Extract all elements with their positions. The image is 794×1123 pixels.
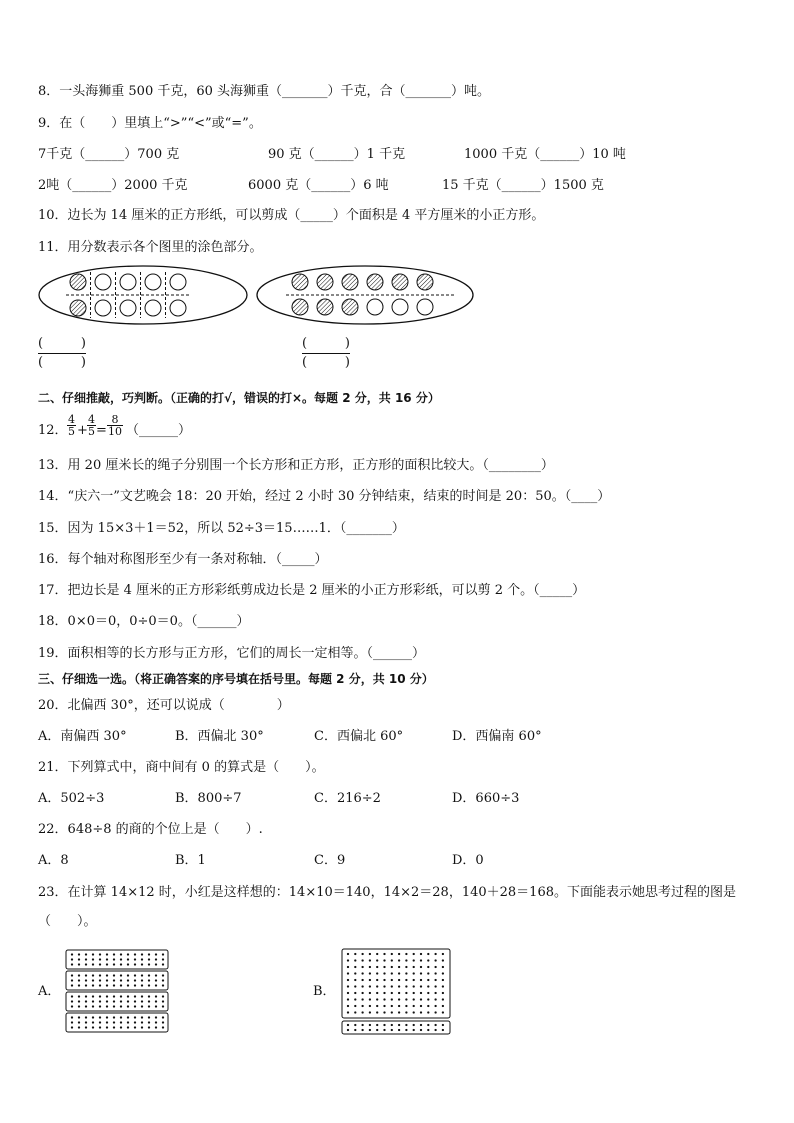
question-17: 17．把边长是 4 厘米的正方形彩纸剪成边长是 2 厘米的小正方形彩纸，可以剪 2 个。（_____）: [38, 583, 586, 598]
q11-answer-blank-2[interactable]: ( ) ( ): [302, 336, 350, 370]
q11-figure-1: [38, 264, 248, 326]
q22-option-a[interactable]: A．8: [38, 853, 69, 868]
question-22: 22．648÷8 的商的个位上是（ ）.: [38, 822, 263, 837]
q12-fraction-3: 8 10: [108, 413, 122, 438]
q20-option-a[interactable]: A．南偏西 30°: [38, 729, 127, 744]
q12-answer-blank[interactable]: （______）: [126, 423, 192, 438]
q12-equals: =: [96, 423, 107, 438]
question-11: 11．用分数表示各个图里的涂色部分。: [38, 240, 263, 255]
q21-option-a[interactable]: A．502÷3: [38, 791, 105, 806]
question-18: 18．0×0＝0，0÷0＝0。（______）: [38, 614, 250, 629]
q20-option-b[interactable]: B．西偏北 30°: [175, 729, 264, 744]
question-10: 10．边长为 14 厘米的正方形纸，可以剪成（_____）个面积是 4 平方厘米的小正方形。: [38, 208, 545, 223]
q11-answer-blank-1[interactable]: ( ) ( ): [38, 336, 86, 370]
question-16: 16．每个轴对称图形至少有一条对称轴．（_____）: [38, 552, 328, 567]
q22-option-d[interactable]: D．0: [452, 853, 484, 868]
q23-option-b-label[interactable]: B．: [313, 984, 336, 999]
q9-item-1: 7千克（______）700 克: [38, 147, 180, 162]
question-9: 9．在（ ）里填上“>”“<”或“=”。: [38, 116, 262, 131]
question-15: 15．因为 15×3＋1＝52，所以 52÷3＝15……1．（_______）: [38, 521, 405, 536]
q23-option-a-label[interactable]: A．: [38, 984, 61, 999]
question-23-line-1: 23．在计算 14×12 时，小红是这样想的：14×10＝140，14×2＝28，140＋28＝168。下面能表示她思考过程的图是: [38, 885, 736, 900]
q22-option-c[interactable]: C．9: [314, 853, 346, 868]
question-8: 8．一头海狮重 500 千克，60 头海狮重（_______）千克，合（_______）吨。: [38, 84, 491, 99]
q11-figure-2: [256, 264, 474, 326]
question-20: 20．北偏西 30°，还可以说成（ ）: [38, 698, 290, 713]
q12-fraction-1: 4 5: [68, 413, 75, 438]
q21-option-b[interactable]: B．800÷7: [175, 791, 242, 806]
q9-item-6: 15 千克（______）1500 克: [442, 178, 604, 193]
q22-option-b[interactable]: B．1: [175, 853, 206, 868]
question-13: 13．用 20 厘米长的绳子分别围一个长方形和正方形，正方形的面积比较大。（________）: [38, 458, 554, 473]
q21-option-d[interactable]: D．660÷3: [452, 791, 520, 806]
section-2-heading: 二、仔细推敲，巧判断。（正确的打√，错误的打×。每题 2 分，共 16 分）: [38, 391, 440, 405]
q12-plus: +: [77, 423, 88, 438]
q9-item-3: 1000 千克（______）10 吨: [464, 147, 626, 162]
question-21: 21．下列算式中，商中间有 0 的算式是（ ）。: [38, 760, 325, 775]
q20-option-c[interactable]: C．西偏北 60°: [314, 729, 404, 744]
q23-figure-a[interactable]: [64, 948, 170, 1034]
q12-fraction-2: 4 5: [88, 413, 95, 438]
q9-item-4: 2吨（______）2000 千克: [38, 178, 188, 193]
q9-item-2: 90 克（______）1 千克: [268, 147, 406, 162]
q20-option-d[interactable]: D．西偏南 60°: [452, 729, 542, 744]
q23-figure-b[interactable]: [340, 948, 452, 1036]
q9-item-5: 6000 克（______）6 吨: [248, 178, 389, 193]
question-23-line-2: （ ）。: [38, 914, 97, 929]
q12-prefix: 12．: [38, 423, 68, 438]
question-14: 14．“庆六一”文艺晚会 18：20 开始，经过 2 小时 30 分钟结束，结束的时间是 20：50。（____）: [38, 489, 611, 504]
q21-option-c[interactable]: C．216÷2: [314, 791, 381, 806]
question-19: 19．面积相等的长方形与正方形，它们的周长一定相等。（______）: [38, 646, 426, 661]
section-3-heading: 三、仔细选一选。（将正确答案的序号填在括号里。每题 2 分，共 10 分）: [38, 672, 434, 686]
